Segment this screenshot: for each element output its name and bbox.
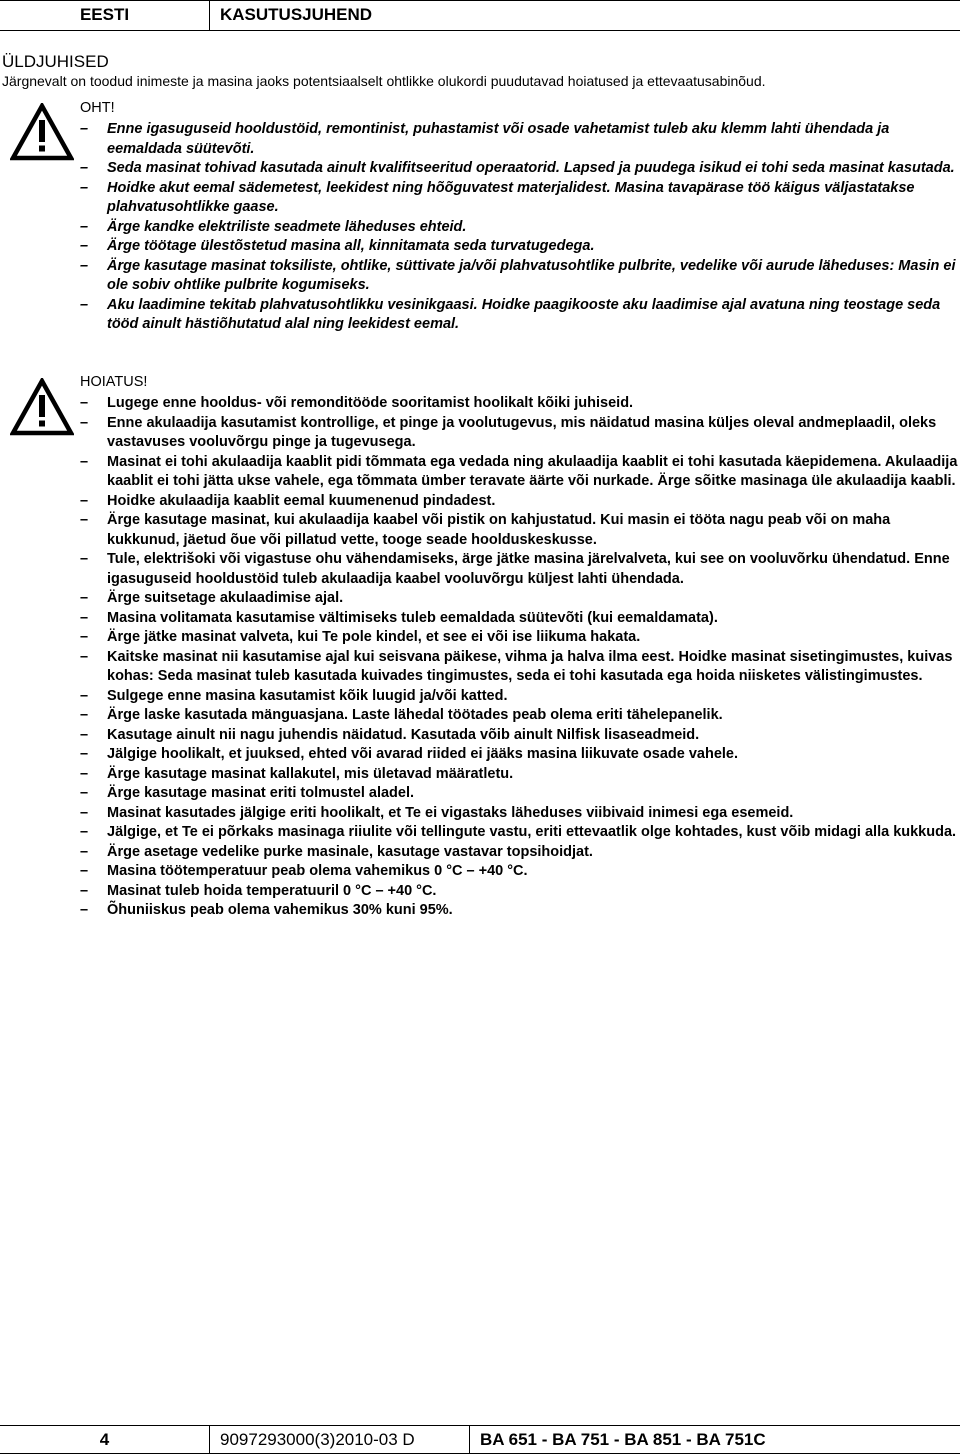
dash-marker: – (80, 726, 89, 743)
dash-marker: – (80, 824, 89, 840)
danger-heading: OHT! (80, 100, 115, 116)
dash-marker: – (80, 257, 89, 274)
dash-marker: – (80, 902, 89, 918)
warning-triangle-icon (10, 378, 74, 436)
dash-marker: – (80, 160, 89, 176)
language-label: EESTI (0, 1, 210, 30)
list-item: – Ärge kasutage masinat eriti tolmustel aladel. (80, 784, 958, 804)
page-number: 4 (0, 1426, 210, 1453)
dash-marker: – (80, 882, 89, 899)
document-code: 9097293000(3)2010-03 D (210, 1426, 470, 1453)
dash-marker: – (80, 551, 89, 567)
dash-marker: – (80, 296, 89, 313)
list-item: – Õhuniiskus peab olema vahemikus 30% kuni 95%. (80, 901, 958, 921)
list-item: – Lugege enne hooldus- või remonditööde sooritamist hoolikalt kõiki juhiseid. (80, 394, 958, 414)
model-list: BA 651 - BA 751 - BA 851 - BA 751C (480, 1430, 766, 1449)
caution-heading: HOIATUS! (80, 374, 148, 390)
dash-marker: – (80, 218, 89, 235)
section-title: ÜLDJUHISED (2, 52, 109, 71)
dash-marker: – (80, 238, 89, 254)
dash-marker: – (80, 648, 89, 665)
dash-marker: – (80, 492, 89, 509)
dash-marker: – (80, 863, 89, 879)
dash-marker: – (80, 590, 89, 606)
list-item: – Ärge kasutage masinat toksiliste, ohtlike, süttivate ja/või plahvatusohtlike pulbrite, vedelike või aurude läheduses: Masin ei ole sobiv ohtlike pulbrite kogumiseks. (80, 257, 956, 293)
list-item: – Enne akulaadija kasutamist kontrollige, et pinge ja voolutugevus, mis näidatud masina küljes oleval andmeplaadil, oleks vastavuses vooluvõrgu pinge ja tugevusega. (80, 414, 937, 450)
dash-marker: – (80, 629, 89, 645)
dash-marker: – (80, 453, 89, 470)
dash-marker: – (80, 179, 89, 196)
list-item: – Enne igasuguseid hooldustöid, remontinist, puhastamist või osade vahetamist tuleb aku klemm lahti ühendada ja eemaldada süütevõti. (80, 121, 890, 157)
list-item: – Aku laadimine tekitab plahvatusohtlikku vesinikgaasi. Hoidke paagikooste aku laadimise ajal avatuna ning teostage seda tööd ainult hästiõhutatud alal ning leekidest eemal. (80, 296, 941, 332)
list-item: – Kasutage ainult nii nagu juhendis näidatud. Kasutada võib ainult Nilfisk lisaseadmeid. (80, 726, 958, 746)
dash-marker: – (80, 609, 89, 626)
list-item: – Jälgige hoolikalt, et juuksed, ehted või avarad riided ei jääks masina liikuvate osade vahele. (80, 745, 958, 765)
list-item: – Hoidke akut eemal sädemetest, leekidest ning hõõguvatest materjalidest. Masina tavapärase töö käigus väljastatakse plahvatusohtlikke gaase. (80, 179, 915, 215)
dash-marker: – (80, 512, 89, 528)
list-item: – Hoidke akulaadija kaablit eemal kuumenenud pindadest. (80, 492, 958, 512)
list-item: – Tule, elektrišoki või vigastuse ohu vähendamiseks, ärge jätke masina järelvalveta, kui see on vooluvõrku ühendatud. Enne igasuguseid hooldustöid tuleb akulaadija kaabel vooluvõrgu küljest lahti ühendada. (80, 551, 950, 587)
list-item: – Ärge laske kasutada mänguasjana. Laste lähedal töötades peab olema eriti tähelepanelik. (80, 706, 958, 726)
caution-list (80, 394, 958, 921)
list-item: – Masinat tuleb hoida temperatuuril 0 °C – +40 °C. (80, 882, 958, 902)
section-intro: Järgnevalt on toodud inimeste ja masina jaoks potentsiaalselt ohtlikke olukordi puudutavad hoiatused ja ettevaatusabinõud. (2, 73, 766, 89)
dash-marker: – (80, 804, 89, 821)
dash-marker: – (80, 707, 89, 723)
dash-marker: – (80, 414, 89, 431)
list-item: – Ärge kasutage masinat kallakutel, mis ületavad määratletu. (80, 765, 958, 785)
page-footer (0, 1425, 960, 1454)
dash-marker: – (80, 785, 89, 801)
dash-marker: – (80, 765, 89, 782)
list-item: – Sulgege enne masina kasutamist kõik luugid ja/või katted. (80, 687, 958, 707)
list-item: – Ärge jätke masinat valveta, kui Te pole kindel, et see ei või ise liikuma hakata. (80, 628, 958, 648)
dash-marker: – (80, 395, 89, 411)
dash-marker: – (80, 121, 89, 137)
list-item: – Masinat ei tohi akulaadija kaablit pidi tõmmata ega vedada ning akulaadija kaablit ei tohi kasutada käepidemena. Akulaadija kaablit ei tohi jätta ukse vahele, ega tõmmata ümber teravate äärte või nurkade. Ärge sõitke masinaga üle akulaadija kaabli. (80, 453, 958, 489)
danger-list (80, 120, 958, 335)
page-header (0, 0, 960, 31)
list-item: – Ärge kasutage masinat, kui akulaadija kaabel või pistik on kahjustatud. Kui masin ei tööta nagu peab või on maha kukkunud, jäetud õue või pillatud vette, tooge seade hoolduskeskusse. (80, 512, 891, 548)
dash-marker: – (80, 843, 89, 860)
manual-title: KASUTUSJUHEND (220, 5, 373, 24)
dash-marker: – (80, 687, 89, 704)
list-item: – Ärge asetage vedelike purke masinale, kasutage vastavar topsihoidjat. (80, 843, 958, 863)
list-item: – Kaitske masinat nii kasutamise ajal kui seisvana päikese, vihma ja halva ilma eest. Hoidke masinat sisetingimustes, kuivas kohas: Seda masinat tuleb kasutada kuivades tingimustes, seda ei tohi kasutada ega hoida niisketes välistingimustes. (80, 648, 953, 684)
list-item: – Jälgige, et Te ei põrkaks masinaga riiulite või tellingute vastu, eriti ettevaatlik olge kohtades, kust võib midagi alla kukkuda. (80, 823, 958, 843)
list-item: – Ärge kandke elektriliste seadmete läheduses ehteid. (80, 218, 958, 238)
list-item: – Masina töötemperatuur peab olema vahemikus 0 °C – +40 °C. (80, 862, 958, 882)
list-item: – Masinat kasutades jälgige eriti hoolikalt, et Te ei vigastaks läheduses viibivaid inimesi ega esemeid. (80, 804, 958, 824)
list-item: – Seda masinat tohivad kasutada ainult kvalifitseeritud operaatorid. Lapsed ja puudega isikud ei tohi seda masinat kasutada. (80, 159, 958, 179)
list-item: – Ärge töötage ülestõstetud masina all, kinnitamata seda turvatugedega. (80, 237, 958, 257)
warning-triangle-icon (10, 103, 74, 161)
list-item: – Masina volitamata kasutamise vältimiseks tuleb eemaldada süütevõti (kui eemaldamata). (80, 609, 958, 629)
list-item: – Ärge suitsetage akulaadimise ajal. (80, 589, 958, 609)
dash-marker: – (80, 746, 89, 762)
